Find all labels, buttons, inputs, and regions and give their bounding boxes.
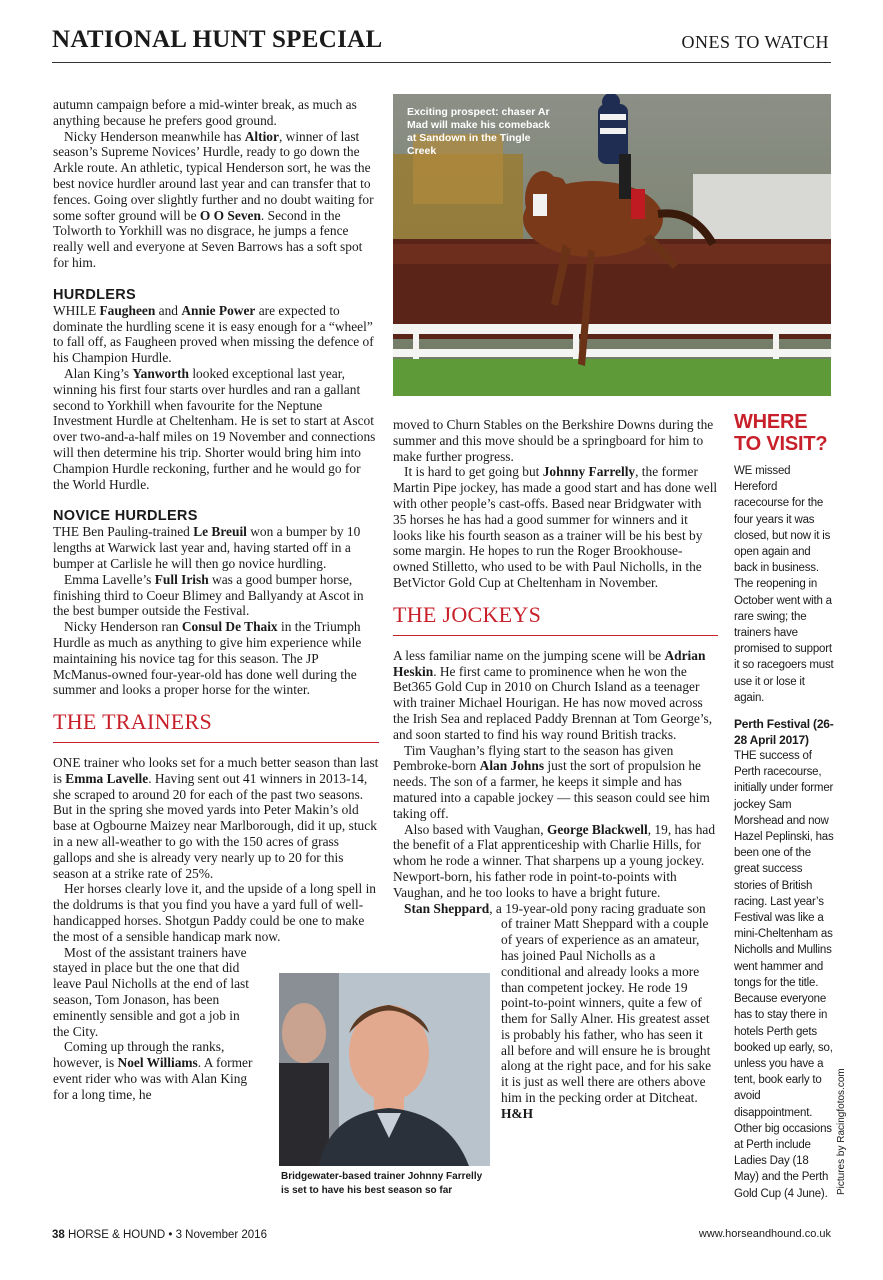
paragraph: Coming up through the ranks, however, is Noel Williams. A former event rider who was with Alan King for a long time, he — [53, 1039, 253, 1102]
paragraph: ONE trainer who looks set for a much better season than last is Emma Lavelle. Having sent out 41 winners in 2013-14, she scraped to around 20 for each of the past two seasons. But in the spring she moved yards into Peter Makin’s old base at Ogbourne Maizey near Marlborough, did it up, stuck in a new all-weather to go with the 150 acres of grass gallops and she is already very nearly up to 20 for this season at a strike rate of 25%. — [53, 755, 379, 881]
paragraph: Nicky Henderson meanwhile has Altior, winner of last season’s Supreme Novices’ Hurdle, ready to go down the Arkle route. An athletic, typical Henderson sort, he was the best novice hurdler around last year and can transfer that to fences. Going over slightly further and no doubt waiting for some softer ground will be O O Seven. Second in the Tolworth to Yorkhill was no disgrace, he jumps a fence really well and everyone at Seven Barrows has a soft spot for him. — [53, 128, 374, 270]
article-column-right — [393, 417, 718, 1122]
section-subtitle: ONES TO WATCH — [681, 32, 829, 52]
section-heading-jockeys: THE JOCKEYS — [393, 601, 718, 636]
paragraph: THE Ben Pauling-trained Le Breuil won a bumper by 10 lengths at Warwick last year and, having started off in a bumper at Carlisle he will then go novice hurdling. — [53, 524, 361, 571]
issue-date: 3 November 2016 — [175, 1229, 267, 1241]
paragraph: WHILE Faugheen and Annie Power are expected to dominate the hurdling scene it is easy enough for a “wheel” to fall off, as Faugheen proved when missing the defence of his Champion Hurdle. — [53, 302, 374, 366]
main-photo-caption: Exciting prospect: chaser Ar Mad will make his comeback at Sandown in the Tingle Creek — [407, 106, 550, 157]
page-number: 38 — [52, 1229, 65, 1241]
publication-name: HORSE & HOUND — [68, 1229, 166, 1241]
article-column-left — [53, 97, 379, 1103]
sidebar-title: WHERE TO VISIT? — [734, 411, 828, 455]
inset-photo-caption: Bridgewater-based trainer Johnny Farrelly is set to have his best season so far — [281, 1171, 483, 1196]
paragraph: Emma Lavelle’s Full Irish was a good bumper horse, finishing third to Coeur Blimey and Ballyandy at Ascot in the best bumper outside the Festival. — [53, 571, 364, 619]
section-heading-trainers: THE TRAINERS — [53, 708, 379, 743]
paragraph: Tim Vaughan’s flying start to the season has given Pembroke-born Alan Johns just the sort of propulsion he needs. The son of a farmer, he keeps it simple and has matured into a capable jockey — this season could see him taking off. — [393, 742, 710, 821]
where-to-visit-sidebar — [734, 411, 834, 1202]
paragraph: It is hard to get going but Johnny Farrelly, the former Martin Pipe jockey, has made a good start and has done well with other people’s cast-offs. Based near Bridgwater with 35 horses he has had a good summer for winners and it looks like his fourth season as a trainer will be his best by some margin. He hopes to run the Roger Brookhouse-owned Stilletto, who used to be with Paul Nicholls, in the BetVictor Gold Cup at Cheltenham in November. — [393, 464, 718, 590]
sidebar-subheading: Perth Festival (26-28 April 2017) — [734, 717, 834, 748]
subheading-novice-hurdlers: NOVICE HURDLERS — [53, 508, 198, 525]
subheading-hurdlers: HURDLERS — [53, 286, 136, 303]
paragraph: A less familiar name on the jumping scene will be Adrian Heskin. He first came to prominence when he won the Bet365 Gold Cup in 2010 on Church Island as a teenager with trainer Michael Hourigan. He has now moved across the Irish Sea and replaced Paddy Brennan at Tom George’s, and soon started to find his way round British tracks. — [393, 647, 713, 742]
paragraph: Her horses clearly love it, and the upside of a long spell in the doldrums is that you find you have a yard full of well-handicapped horses. Shotgun Paddy could be one to make the most of a sensible handicap mark now. — [53, 881, 376, 944]
sidebar-paragraph: THE success of Perth racecourse, initially under former jockey Sam Morshead and now Hazel Peplinski, has been one of the great success stories of British racing. Last year’s Festival was like a mini-Cheltenham as Nicholls and Mullins went hammer and tongs for the title. Because everyone has to stay there in hotels Perth gets booked up early, so, unless you have a tent, book early to avoid disappointment. Other big occasions at Perth include Ladies Day (18 May) and the Perth Gold Cup (4 June). — [734, 750, 834, 1200]
paragraph: autumn campaign before a mid-winter break, as much as anything because he prefers good ground. — [53, 97, 357, 128]
paragraph: Stan Sheppard, a 19-year-old pony racing graduate son of trainer Matt Sheppard with a couple of years of experience as an amateur, has joined Paul Nicholls as a conditional and already looks a more than competent jockey. He rode 19 point-to-point winners, quite a few of them for Sally Alner. His greatest asset is probably his father, who has seen it all before and will ensure he is brought along at the right pace, and for his sake it is just as well there are others above him in the pecking order at Ditcheat. H&H — [404, 900, 712, 1121]
website-link[interactable]: www.horseandhound.co.uk — [698, 1228, 831, 1240]
paragraph: Most of the assistant trainers have stayed in place but the one that did leave Paul Nicholls at the end of last season, Tom Jonason, has been eminently sensible and got a job in the City. — [53, 944, 249, 1039]
paragraph: Alan King’s Yanworth looked exceptional last year, winning his first four starts over hurdles and ran a gallant second to Yorkhill when favourite for the Neptune Investment Hurdle at Cheltenham. He is set to start at Ascot over two-and-a-half miles on 19 November and connections will then determine his trip. Shorter would bring him into Champion Hurdle reckoning, further and he would go for the World Hurdle. — [53, 365, 376, 492]
sidebar-paragraph: WE missed Hereford racecourse for the four years it was closed, but now it is open again and back in business. The reopening in October went with a rare swing; the trainers have promised to support it so racegoers must use it or lose it again. — [734, 465, 834, 704]
header-divider — [52, 62, 831, 63]
paragraph: Also based with Vaughan, George Blackwell, 19, has had the benefit of a Flat apprenticeship with Charlie Hills, for whom he rode a winner. That sharpens up a young jockey. Newport-born, his father rode in point-to-points with Vaughan, and he too looks to have a bright future. — [393, 821, 716, 900]
paragraph: Nicky Henderson ran Consul De Thaix in the Triumph Hurdle as much as anything to give him experience while maintaining his novice tag for this season. The JP McManus-owned four-year-old has done well during the summer and looks a proper horse for the winter. — [53, 619, 362, 698]
footer-folio — [52, 1229, 267, 1241]
section-title: NATIONAL HUNT SPECIAL — [52, 26, 383, 53]
paragraph: moved to Churn Stables on the Berkshire Downs during the summer and this move should be a springboard for him to make further progress. — [393, 417, 714, 464]
footer-separator: • — [168, 1229, 173, 1241]
photo-credit: Pictures by Racingfotos.com — [836, 1068, 847, 1195]
